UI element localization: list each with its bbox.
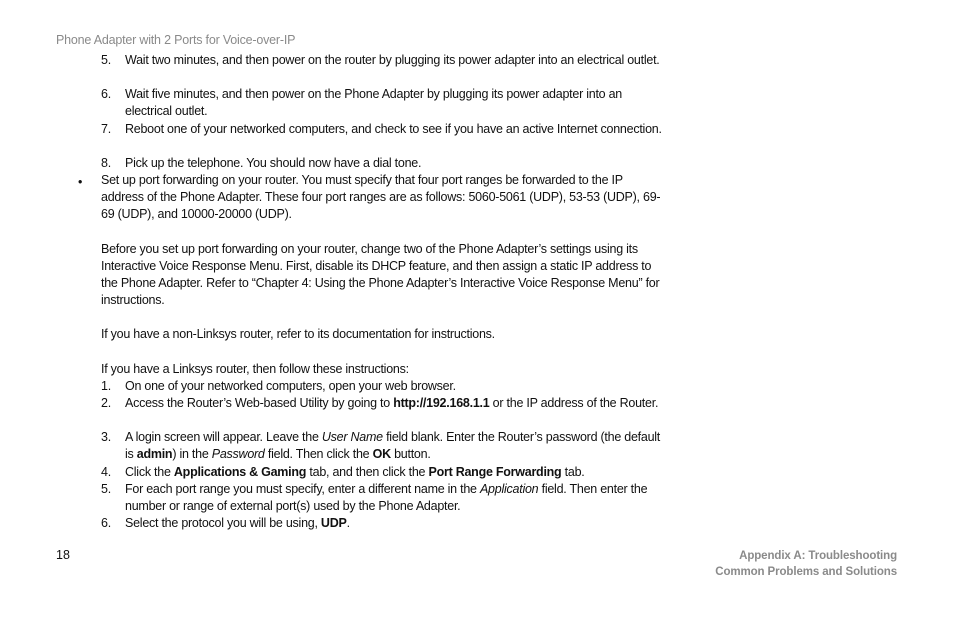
list-text xyxy=(125,429,665,463)
protocol-name: UDP xyxy=(320,516,347,530)
text-run: A login screen will appear. Leave the xyxy=(125,430,322,444)
text-run: . xyxy=(346,516,350,530)
bullet-icon: • xyxy=(78,175,83,189)
text-run: or the IP address of the Router. xyxy=(489,396,659,410)
text-run: ) in the xyxy=(172,447,212,461)
list-number: 5. xyxy=(101,482,111,496)
default-password: admin xyxy=(136,447,173,461)
list-text xyxy=(125,515,665,532)
field-name: Password xyxy=(211,447,265,461)
paragraph: If you have a Linksys router, then follow these instructions: xyxy=(101,362,409,376)
list-text xyxy=(125,395,665,412)
list-text: On one of your networked computers, open your web browser. xyxy=(125,379,456,393)
list-number: 6. xyxy=(101,516,111,530)
field-name: Application xyxy=(479,482,539,496)
field-name: User Name xyxy=(321,430,383,444)
text-run: button. xyxy=(390,447,431,461)
text-run: Access the Router’s Web-based Utility by going to xyxy=(125,396,394,410)
text-run: Click the xyxy=(125,465,174,479)
list-number: 3. xyxy=(101,430,111,444)
paragraph: Before you set up port forwarding on your router, change two of the Phone Adapter’s settings using its Interactive Voice Response Menu. First, disable its DHCP feature, and then assign a static IP address to the Phone Adapter. Refer to “Chapter 4: Using the Phone Adapter’s Interactive Voice Response Menu” for instructions. xyxy=(101,242,660,307)
list-text xyxy=(125,481,665,515)
tab-name: Port Range Forwarding xyxy=(428,465,562,479)
footer-section: Common Problems and Solutions xyxy=(715,566,897,578)
bullet-text: Set up port forwarding on your router. You must specify that four port ranges be forwarded to the IP address of the Phone Adapter. These four port ranges are as follows: 5060-5061 (UDP), 53-53 (UDP), 69-69 (UDP), and 10000-20000 (UDP). xyxy=(101,173,661,221)
list-number: 6. xyxy=(101,87,111,101)
list-text: Wait five minutes, and then power on the Phone Adapter by plugging its power adapter into an electrical outlet. xyxy=(125,87,623,118)
list-text: Wait two minutes, and then power on the router by plugging its power adapter into an electrical outlet. xyxy=(125,53,660,67)
text-run: field. Then click the xyxy=(264,447,373,461)
page-footer xyxy=(715,548,897,580)
footer-chapter: Appendix A: Troubleshooting xyxy=(739,550,897,562)
list-number: 1. xyxy=(101,379,111,393)
list-text: Pick up the telephone. You should now have a dial tone. xyxy=(125,156,422,170)
router-url: http://192.168.1.1 xyxy=(393,396,490,410)
list-number: 8. xyxy=(101,156,111,170)
list-number: 2. xyxy=(101,396,111,410)
list-text xyxy=(125,464,665,481)
button-name: OK xyxy=(372,447,391,461)
list-number: 4. xyxy=(101,465,111,479)
text-run: Select the protocol you will be using, xyxy=(125,516,321,530)
text-run: tab. xyxy=(561,465,585,479)
text-run: field blank. Enter the Router’s password (the default is xyxy=(125,430,661,461)
list-number: 7. xyxy=(101,122,111,136)
list-number: 5. xyxy=(101,53,111,67)
page-header: Phone Adapter with 2 Ports for Voice-over-IP xyxy=(56,33,296,47)
list-text: Reboot one of your networked computers, and check to see if you have an active Internet connection. xyxy=(125,122,662,136)
paragraph: If you have a non-Linksys router, refer to its documentation for instructions. xyxy=(101,327,495,341)
text-run: For each port range you must specify, enter a different name in the xyxy=(125,482,480,496)
page-number: 18 xyxy=(56,548,70,562)
text-run: field. Then enter the number or range of external port(s) used by the Phone Adapter. xyxy=(125,482,648,513)
text-run: tab, and then click the xyxy=(306,465,429,479)
tab-name: Applications & Gaming xyxy=(173,465,307,479)
